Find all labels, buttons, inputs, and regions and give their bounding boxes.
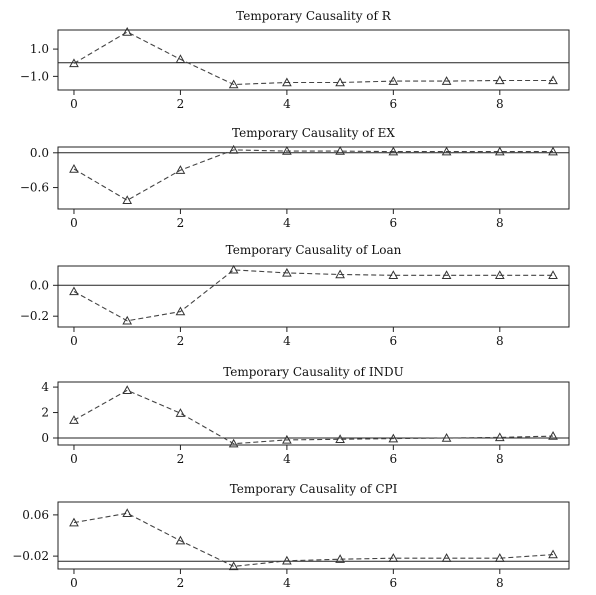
x-tick-label: 2 — [176, 97, 185, 111]
y-tick-label: −0.02 — [12, 549, 49, 564]
y-tick-label: 0.06 — [22, 507, 49, 522]
x-tick-label: 6 — [389, 576, 398, 590]
y-tick-label: −0.6 — [19, 180, 49, 195]
x-tick-label: 8 — [495, 452, 504, 466]
plot-frame — [58, 382, 569, 445]
data-point-marker — [549, 551, 557, 558]
x-tick-label: 0 — [70, 334, 78, 348]
x-tick-label: 6 — [389, 452, 398, 466]
chart-title: Temporary Causality of R — [236, 9, 391, 23]
chart-panel-2 — [20, 126, 569, 230]
chart-panel-3 — [20, 243, 569, 348]
chart-panel-4 — [41, 365, 569, 466]
data-point-marker — [123, 509, 131, 516]
y-tick-label: 0.0 — [29, 145, 49, 160]
x-tick-label: 4 — [283, 334, 291, 348]
y-tick-label: 4 — [41, 380, 49, 395]
chart-title: Temporary Causality of EX — [232, 126, 395, 140]
x-tick-label: 6 — [389, 334, 398, 348]
x-tick-label: 4 — [283, 216, 291, 230]
chart-title: Temporary Causality of INDU — [223, 365, 404, 379]
x-tick-label: 2 — [176, 216, 185, 230]
x-tick-label: 6 — [389, 97, 398, 111]
y-tick-label: 2 — [41, 405, 49, 420]
chart-panel-1 — [20, 9, 569, 111]
y-tick-label: 0 — [41, 431, 49, 445]
series-line — [74, 32, 553, 85]
y-tick-label: 1.0 — [29, 42, 49, 57]
x-tick-label: 8 — [495, 216, 504, 230]
plot-frame — [58, 147, 569, 209]
x-tick-label: 8 — [495, 97, 504, 111]
data-point-marker — [123, 196, 131, 203]
plot-frame — [58, 30, 569, 90]
x-tick-label: 8 — [495, 334, 504, 348]
y-tick-label: 0.0 — [29, 278, 49, 293]
x-tick-label: 8 — [495, 576, 504, 590]
series-line — [74, 150, 553, 200]
plot-frame — [58, 502, 569, 569]
x-tick-label: 0 — [70, 452, 78, 466]
chart-panel-5 — [12, 482, 569, 590]
x-tick-label: 4 — [283, 97, 291, 111]
chart-title: Temporary Causality of Loan — [225, 243, 402, 257]
y-tick-label: −0.2 — [19, 309, 49, 324]
series-line — [74, 513, 553, 566]
x-tick-label: 2 — [176, 334, 185, 348]
x-tick-label: 2 — [176, 452, 185, 466]
x-tick-label: 2 — [176, 576, 185, 590]
x-tick-label: 0 — [70, 576, 78, 590]
y-tick-label: −1.0 — [19, 69, 49, 84]
x-tick-label: 0 — [70, 216, 78, 230]
x-tick-label: 4 — [283, 576, 291, 590]
x-tick-label: 0 — [70, 97, 78, 111]
chart-title: Temporary Causality of CPI — [229, 482, 398, 496]
series-line — [74, 270, 553, 321]
series-line — [74, 390, 553, 443]
x-tick-label: 4 — [283, 452, 291, 466]
x-tick-label: 6 — [389, 216, 398, 230]
